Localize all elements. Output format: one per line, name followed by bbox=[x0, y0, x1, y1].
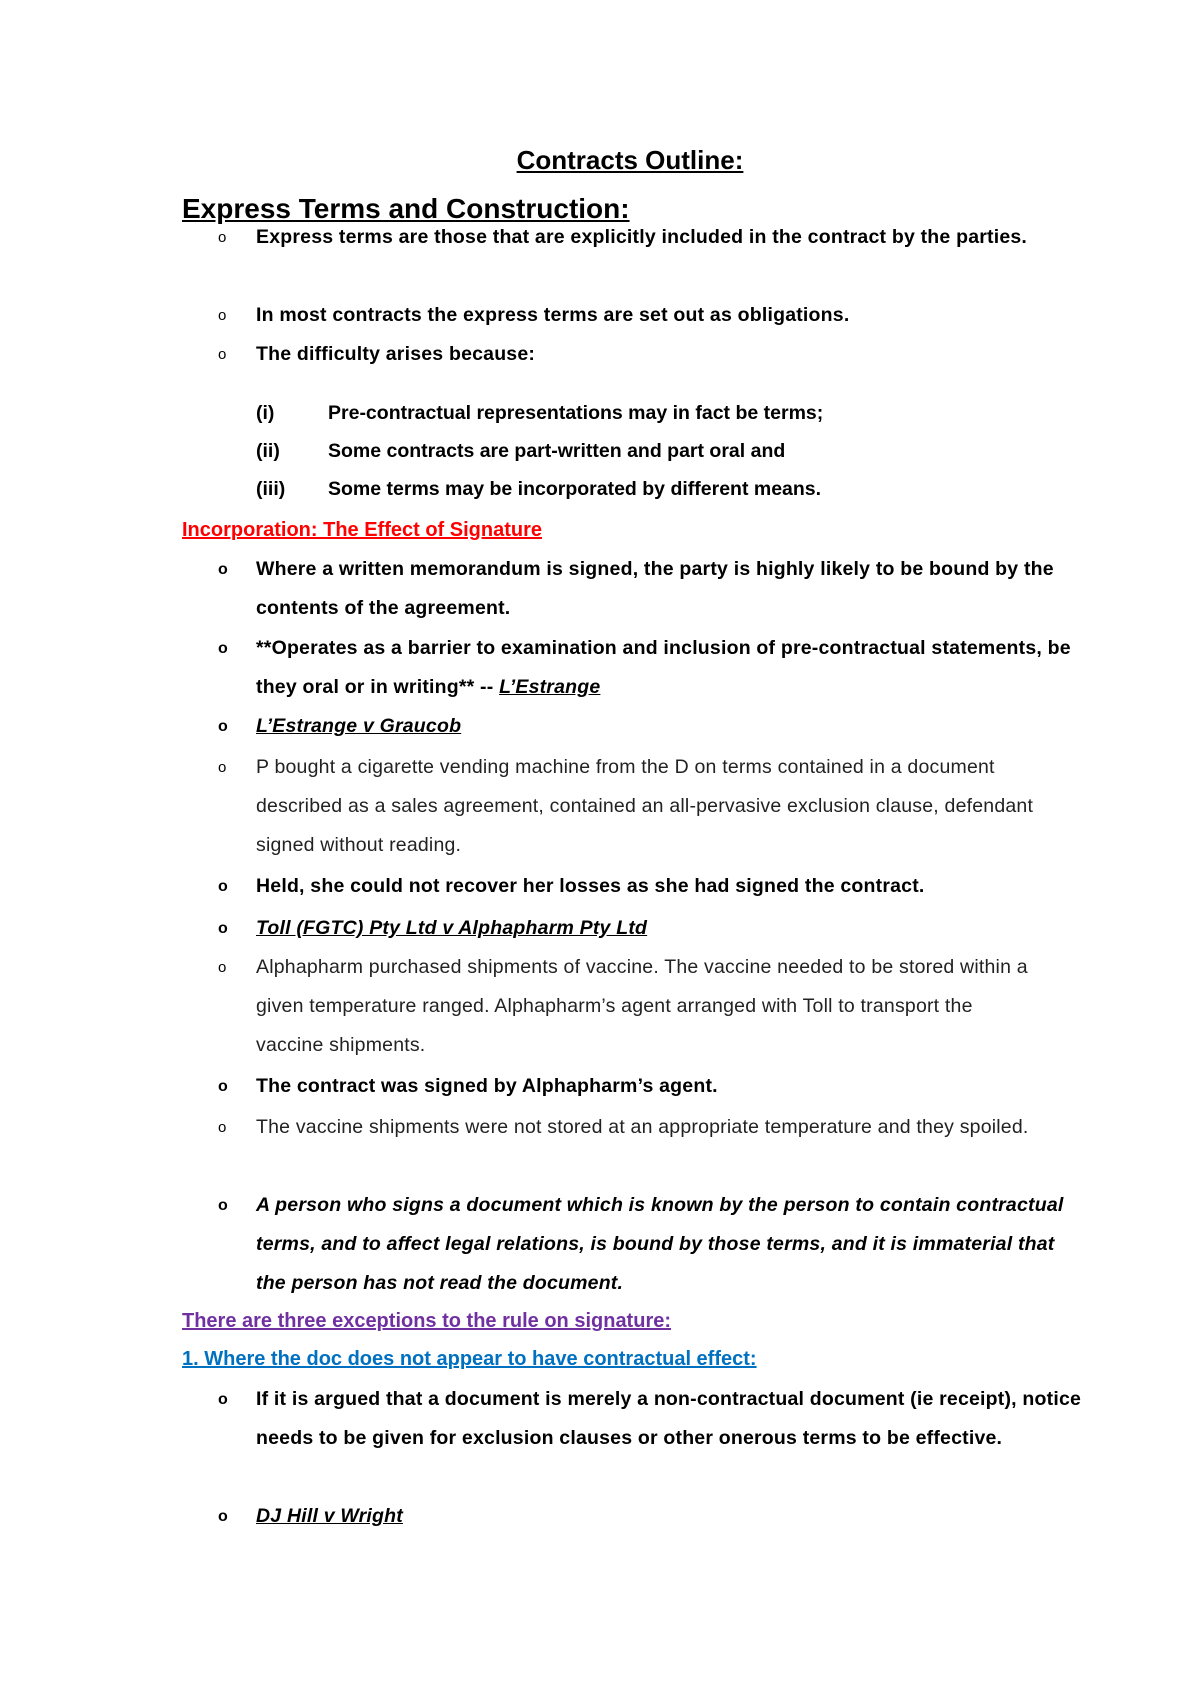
list-item bbox=[182, 550, 1082, 628]
list-item-text bbox=[256, 909, 1082, 948]
list-item bbox=[182, 296, 1082, 335]
case-name: Toll (FGTC) Pty Ltd v Alphapharm Pty Ltd bbox=[256, 917, 648, 939]
sub-list-number: (ii) bbox=[256, 440, 280, 462]
bullet-icon: o bbox=[218, 561, 228, 578]
list-item bbox=[182, 335, 1082, 374]
sub-list-item bbox=[256, 395, 823, 431]
list-item-text: Express terms are those that are explicitly included in the contract by the parties. bbox=[256, 226, 1028, 248]
list-item-text bbox=[256, 707, 1082, 746]
case-name: L’Estrange bbox=[499, 676, 601, 698]
list-item bbox=[182, 218, 1082, 257]
page-title: Contracts Outline: bbox=[516, 145, 744, 175]
section-heading-incorporation: Incorporation: The Effect of Signature bbox=[182, 519, 543, 541]
bullet-icon: o bbox=[218, 1508, 228, 1525]
sub-list-number: (i) bbox=[256, 402, 275, 424]
list-item-text: The vaccine shipments were not stored at an appropriate temperature and they spoiled. bbox=[256, 1116, 1029, 1138]
list-item bbox=[182, 948, 1082, 1065]
sub-list-text: Pre-contractual representations may in fact be terms; bbox=[328, 402, 824, 424]
bullet-icon: o bbox=[218, 640, 228, 657]
list-item-text: A person who signs a document which is known by the person to contain contractual terms, and to affect legal relations, is bound by those terms, and it is immaterial that the person has not read the document. bbox=[256, 1194, 1064, 1294]
sub-list-text: Some contracts are part-written and part oral and bbox=[328, 440, 786, 462]
list-item bbox=[182, 867, 1082, 906]
bullet-icon: o bbox=[218, 878, 228, 895]
bullet-icon: o bbox=[218, 1391, 228, 1408]
list-item-text: Alphapharm purchased shipments of vaccine. The vaccine needed to be stored within a given temperature ranged. Alphapharm’s agent arranged with Toll to transport the vaccine shipments. bbox=[256, 956, 1028, 1056]
sub-list-number: (iii) bbox=[256, 478, 286, 500]
list-item-text: P bought a cigarette vending machine from the D on terms contained in a document described as a sales agreement, contained an all-pervasive exclusion clause, defendant signed without reading. bbox=[256, 756, 1034, 856]
bullet-icon: o bbox=[218, 759, 227, 776]
bullet-icon: o bbox=[218, 307, 227, 324]
bullet-icon: o bbox=[218, 1078, 228, 1095]
section-heading-express-terms: Express Terms and Construction: bbox=[182, 193, 630, 224]
bullet-icon: o bbox=[218, 1197, 228, 1214]
list-item bbox=[182, 1108, 1082, 1147]
list-item-text: Held, she could not recover her losses as she had signed the contract. bbox=[256, 875, 925, 897]
sub-list-text: Some terms may be incorporated by different means. bbox=[328, 478, 822, 500]
list-item bbox=[182, 1380, 1082, 1458]
list-item-text: The difficulty arises because: bbox=[256, 343, 536, 365]
list-item bbox=[182, 748, 1082, 865]
bullet-icon: o bbox=[218, 959, 227, 976]
section-heading-exception-1: 1. Where the doc does not appear to have contractual effect: bbox=[182, 1348, 757, 1370]
list-item bbox=[182, 1067, 1082, 1106]
list-item-text: The contract was signed by Alphapharm’s agent. bbox=[256, 1075, 718, 1097]
case-name: DJ Hill v Wright bbox=[256, 1505, 403, 1527]
bullet-icon: o bbox=[218, 920, 228, 937]
list-item bbox=[182, 909, 1082, 948]
list-item-text-main: **Operates as a barrier to examination and inclusion of pre-contractual statements, be they oral or in writing** -- bbox=[256, 637, 1071, 698]
list-item-text bbox=[256, 1497, 1082, 1536]
list-item-text: Where a written memorandum is signed, the party is highly likely to be bound by the contents of the agreement. bbox=[256, 558, 1054, 619]
list-item-text: If it is argued that a document is merely a non-contractual document (ie receipt), notice needs to be given for exclusion clauses or other onerous terms to be effective. bbox=[256, 1388, 1082, 1449]
case-name: L’Estrange v Graucob bbox=[256, 715, 462, 737]
bullet-icon: o bbox=[218, 718, 228, 735]
list-item bbox=[182, 707, 1082, 746]
list-item bbox=[182, 1186, 1082, 1303]
bullet-icon: o bbox=[218, 1119, 227, 1136]
bullet-icon: o bbox=[218, 346, 227, 363]
list-item bbox=[182, 1497, 1082, 1536]
bullet-icon: o bbox=[218, 229, 227, 246]
section-heading-exceptions: There are three exceptions to the rule on signature: bbox=[182, 1310, 672, 1332]
list-item-text: In most contracts the express terms are set out as obligations. bbox=[256, 304, 850, 326]
sub-list-item bbox=[256, 433, 785, 469]
list-item bbox=[182, 629, 1082, 707]
sub-list-item bbox=[256, 471, 821, 507]
list-item-text bbox=[256, 629, 1082, 707]
